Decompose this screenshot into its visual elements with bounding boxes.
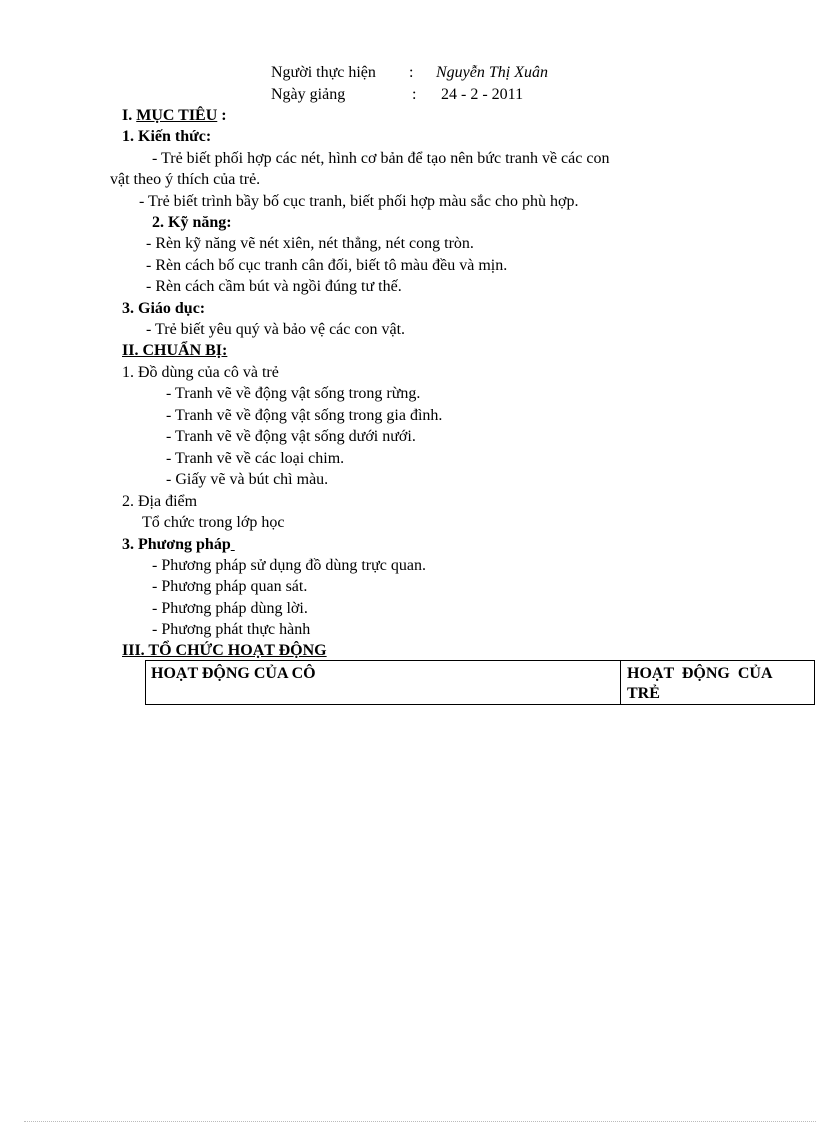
table-header-children-line-2: TRẺ (627, 685, 660, 702)
section-3-heading: III. TỔ CHỨC HOẠT ĐỘNG (122, 642, 327, 659)
teacher-name: Nguyễn Thị Xuân (436, 64, 548, 81)
method-item-3: - Phương pháp dùng lời. (152, 600, 308, 617)
knowledge-item-2: - Trẻ biết trình bầy bố cục tranh, biết phối hợp màu sắc cho phù hợp. (139, 193, 579, 210)
materials-item-4: - Tranh vẽ về các loại chim. (166, 450, 345, 467)
activity-table-divider (620, 660, 621, 705)
knowledge-heading: 1. Kiến thức: (122, 128, 212, 145)
page-bottom-rule (24, 1121, 816, 1122)
method-heading-text: 3. Phương pháp (122, 536, 231, 553)
materials-item-5: - Giấy vẽ và bút chì màu. (166, 471, 329, 488)
section-2-heading: II. CHUẨN BỊ: (122, 342, 228, 359)
method-item-4: - Phương phát thực hành (152, 621, 311, 638)
section-1-tail: : (217, 107, 227, 124)
section-1-title: MỤC TIÊU (136, 107, 218, 124)
skills-item-1: - Rèn kỹ năng vẽ nét xiên, nét thẳng, nét cong tròn. (146, 235, 474, 252)
materials-heading: 1. Đồ dùng của cô và trẻ (122, 364, 279, 381)
method-heading (122, 535, 235, 555)
skills-item-2: - Rèn cách bố cục tranh cân đối, biết tô màu đều và mịn. (146, 257, 508, 274)
education-heading: 3. Giáo dục: (122, 300, 206, 317)
knowledge-item-1-line-1: - Trẻ biết phối hợp các nét, hình cơ bản để tạo nên bức tranh về các con (152, 150, 610, 167)
location-heading: 2. Địa điểm (122, 493, 198, 510)
materials-item-1: - Tranh vẽ về động vật sống trong rừng. (166, 385, 421, 402)
section-1-heading (122, 106, 227, 126)
table-header-teacher: HOẠT ĐỘNG CỦA CÔ (151, 665, 316, 682)
materials-item-2: - Tranh vẽ về động vật sống trong gia đình. (166, 407, 443, 424)
section-1-number: I. (122, 107, 137, 124)
skills-heading: 2. Kỹ năng: (152, 214, 232, 231)
table-header-children-line-1: HOẠT ĐỘNG CỦA (627, 665, 773, 682)
materials-item-3: - Tranh vẽ về động vật sống dưới nưới. (166, 428, 416, 445)
education-item: - Trẻ biết yêu quý và bảo vệ các con vật. (146, 321, 406, 338)
method-item-1: - Phương pháp sử dụng đồ dùng trực quan. (152, 557, 427, 574)
knowledge-item-1-line-2: vật theo ý thích của trẻ. (110, 171, 261, 188)
date-value: 24 - 2 - 2011 (441, 86, 524, 103)
method-item-2: - Phương pháp quan sát. (152, 578, 308, 595)
skills-item-3: - Rèn cách cầm bút và ngồi đúng tư thế. (146, 278, 402, 295)
date-label: Ngày giảng (271, 86, 346, 103)
method-heading-trailing-underline (231, 536, 235, 553)
location-value: Tổ chức trong lớp học (142, 514, 285, 531)
date-separator: : (412, 86, 417, 103)
teacher-separator: : (409, 64, 414, 81)
teacher-label: Người thực hiện (271, 64, 376, 81)
